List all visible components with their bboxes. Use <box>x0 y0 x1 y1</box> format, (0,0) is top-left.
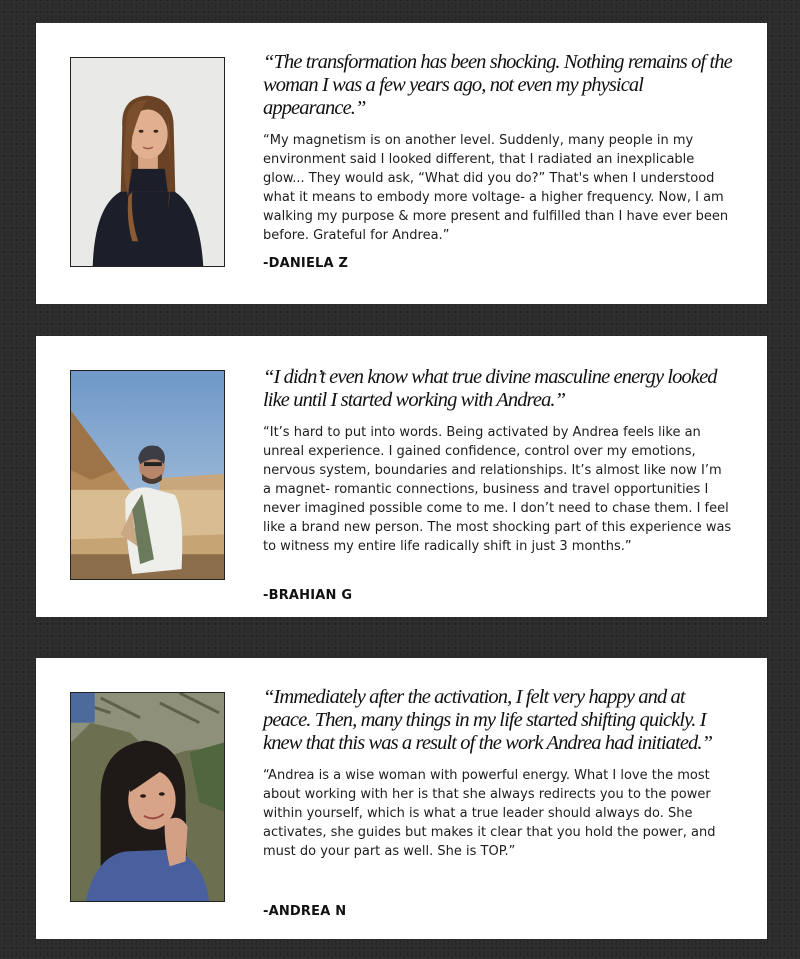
testimonial-author: -ANDREA N <box>263 904 347 919</box>
testimonial-headline: “Immediately after the activation, I felt very happy and at peace. Then, many things in my life started shifting quickly. I knew that this was a result of the work Andrea had initiated.” <box>263 686 713 754</box>
testimonial-photo <box>70 692 225 902</box>
testimonial-text <box>263 366 733 556</box>
testimonial-body: “Andrea is a wise woman with powerful energy. What I love the most about working with her is that she always redirects you to the power within yourself, which is what a true leader should always do. She activates, she guides but makes it clear that you hold the power, and must do your part as well. She is TOP.” <box>263 768 716 859</box>
testimonial-headline: “I didn’t even know what true divine masculine energy looked like until I started working with Andrea.” <box>263 366 717 411</box>
testimonial-author: -BRAHIAN G <box>263 588 353 603</box>
desert-portrait-illustration <box>71 371 224 579</box>
testimonial-photo <box>70 370 225 580</box>
testimonial-photo <box>70 57 225 267</box>
testimonial-card <box>36 658 767 939</box>
testimonial-text <box>263 686 733 861</box>
portrait-illustration <box>71 58 224 266</box>
selfie-portrait-illustration <box>71 693 224 901</box>
testimonial-text <box>263 51 733 245</box>
testimonial-author: -DANIELA Z <box>263 256 349 271</box>
testimonial-card <box>36 336 767 617</box>
testimonial-card <box>36 23 767 304</box>
testimonial-body: “It’s hard to put into words. Being activated by Andrea feels like an unreal experience. I gained confidence, control over my emotions, nervous system, boundaries and relationships. It’s almost like now I’m a magnet- romantic connections, business and travel opportunities I never imagined possible come to me. I don’t need to chase them. I feel like a brand new person. The most shocking part of this experience was to witness my entire life radically shift in just 3 months.” <box>263 425 732 554</box>
testimonial-headline: “The transformation has been shocking. Nothing remains of the woman I was a few years ago, not even my physical appearance.” <box>263 51 732 119</box>
testimonial-body: “My magnetism is on another level. Suddenly, many people in my environment said I looked different, that I radiated an inexplicable glow... They would ask, “What did you do?” That's when I understood what it means to embody more voltage- a higher frequency. Now, I am walking my purpose & more present and fulfilled than I have ever been before. Grateful for Andrea.” <box>263 133 729 243</box>
